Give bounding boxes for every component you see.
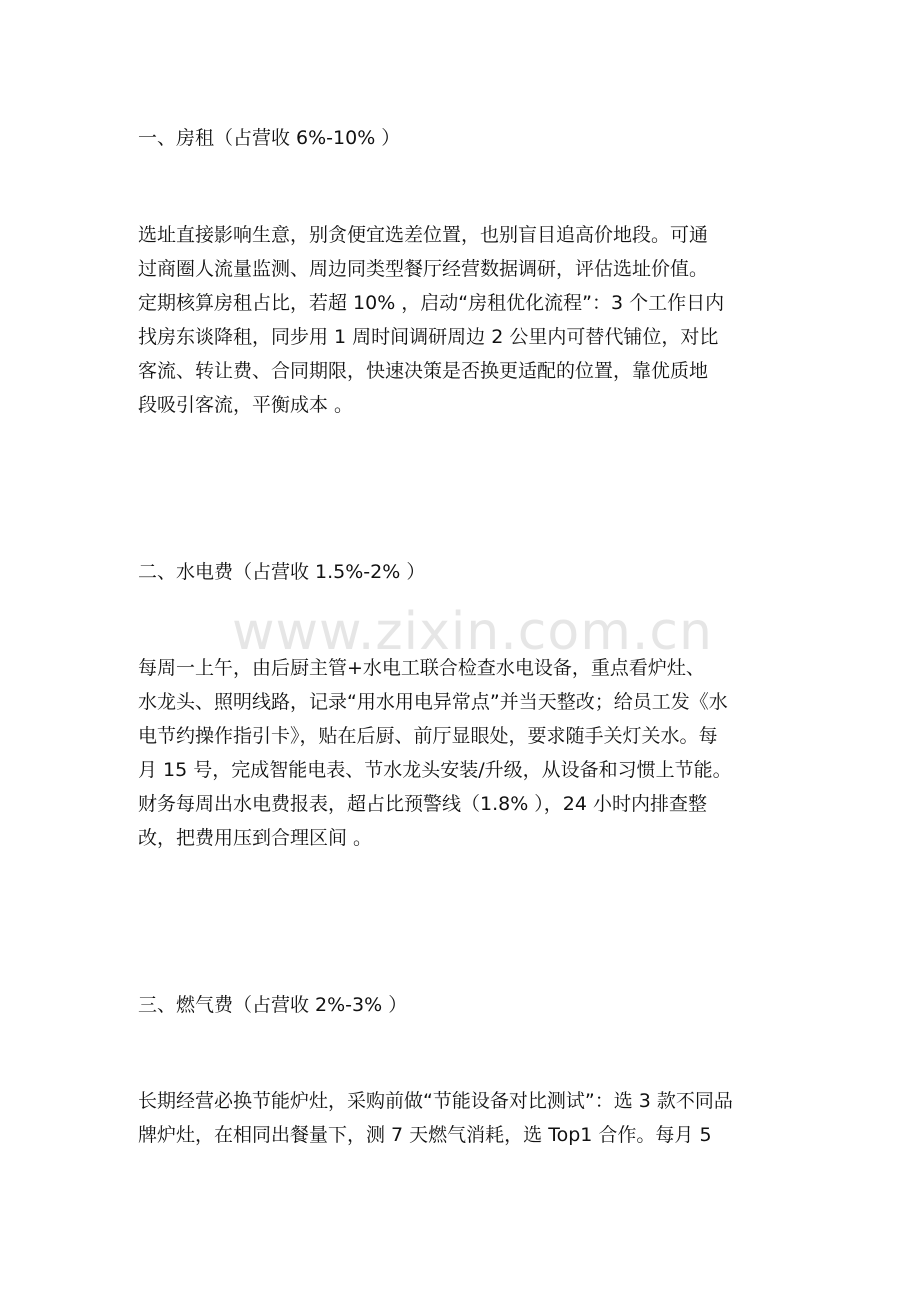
section-paragraph-rent (138, 218, 784, 422)
section-heading-utilities: 二、水电费（占营收 1.5%-2% ） (138, 561, 426, 583)
section-paragraph-gas (138, 1084, 784, 1152)
paragraph-line: 电节约操作指引卡》，贴在后厨、前厅显眼处，要求随手关灯关水。每 (138, 725, 718, 747)
paragraph-line: 水龙头、照明线路，记录“用水用电异常点”并当天整改；给员工发《水 (138, 691, 728, 713)
watermark: www.zixin.com.cn (232, 602, 713, 662)
paragraph-line: 月 15 号，完成智能电表、节水龙头安装/升级，从设备和习惯上节能。 (138, 759, 732, 781)
paragraph-line: 财务每周出水电费报表，超占比预警线（1.8% ），24 小时内排查整 (138, 793, 708, 815)
section-heading-rent: 一、房租（占营收 6%-10% ） (138, 127, 401, 149)
paragraph-line: 段吸引客流，平衡成本 。 (138, 394, 354, 416)
section-heading-gas: 三、燃气费（占营收 2%-3% ） (138, 994, 408, 1016)
section-paragraph-utilities (138, 651, 784, 855)
paragraph-line: 牌炉灶，在相同出餐量下，测 7 天燃气消耗，选 Top1 合作。每月 5 (138, 1124, 712, 1146)
paragraph-line: 改，把费用压到合理区间 。 (138, 827, 373, 849)
paragraph-line: 长期经营必换节能炉灶，采购前做“节能设备对比测试”：选 3 款不同品 (138, 1090, 733, 1112)
paragraph-line: 找房东谈降租，同步用 1 周时间调研周边 2 公里内可替代铺位，对比 (138, 326, 719, 348)
paragraph-line: 客流、转让费、合同期限，快速决策是否换更适配的位置，靠优质地 (138, 360, 709, 382)
paragraph-line: 过商圈人流量监测、周边同类型餐厅经营数据调研，评估选址价值。 (138, 258, 709, 280)
paragraph-line: 定期核算房租占比，若超 10% ，启动“房租优化流程”：3 个工作日内 (138, 292, 725, 314)
paragraph-line: 选址直接影响生意，别贪便宜选差位置，也别盲目追高价地段。可通 (138, 224, 709, 246)
paragraph-line: 每周一上午，由后厨主管+水电工联合检查水电设备，重点看炉灶、 (138, 657, 705, 679)
